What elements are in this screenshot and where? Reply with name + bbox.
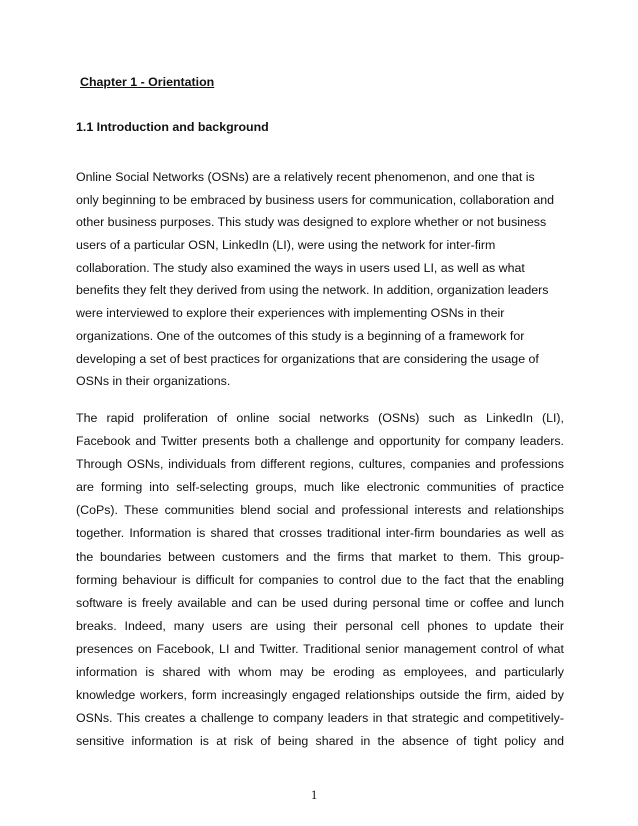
paragraph-line: software is freely available and can be used during personal time or coffee and lunch (76, 595, 564, 610)
paragraph-line: together. Information is shared that crosses traditional inter-firm boundaries as well as (76, 526, 564, 541)
paragraph-line: (CoPs). These communities blend social and professional interests and relationships (76, 503, 564, 518)
paragraph-line: benefits they felt they derived from using the network. In addition, organization leaders (76, 283, 549, 298)
paragraph-line: information is shared with whom may be eroding as employees, and particularly (76, 665, 564, 680)
paragraph-line: Through OSNs, individuals from different regions, cultures, companies and professions (76, 457, 564, 472)
paragraph-line: were interviewed to explore their experiences with implementing OSNs in their (76, 306, 505, 321)
paragraph-line: other business purposes. This study was designed to explore whether or not business (76, 215, 547, 230)
paragraph-line: OSNs. This creates a challenge to company leaders in that strategic and competitively- (76, 711, 564, 726)
paragraph-line: sensitive information is at risk of being shared in the absence of tight policy and (76, 734, 564, 749)
paragraph-line: collaboration. The study also examined the ways in users used LI, as well as what (76, 260, 525, 275)
section-title: 1.1 Introduction and background (76, 120, 269, 134)
paragraph-introduction (76, 166, 564, 393)
paragraph-line: are forming into self-selecting groups, much like electronic communities of practice (76, 480, 564, 495)
paragraph-line: forming behaviour is difficult for companies to control due to the fact that the enabling (76, 572, 564, 587)
chapter-title: Chapter 1 - Orientation (80, 75, 215, 89)
paragraph-line: developing a set of best practices for organizations that are considering the usage of (76, 351, 539, 366)
paragraph-proliferation (76, 407, 564, 753)
paragraph-line: Facebook and Twitter presents both a challenge and opportunity for company leaders. (76, 434, 564, 449)
page-number: 1 (311, 788, 318, 802)
paragraph-line: the boundaries between customers and the firms that market to them. This group- (76, 549, 564, 564)
paragraph-line: organizations. One of the outcomes of this study is a beginning of a framework for (76, 328, 525, 343)
paragraph-line: only beginning to be embraced by business users for communication, collaboration and (76, 192, 555, 207)
paragraph-line: The rapid proliferation of online social networks (OSNs) such as LinkedIn (LI), (76, 411, 564, 425)
paragraph-line: presences on Facebook, LI and Twitter. Traditional senior management control of what (76, 641, 564, 656)
paragraph-line: knowledge workers, form increasingly engaged relationships outside the firm, aided by (76, 688, 564, 703)
paragraph-line: users of a particular OSN, LinkedIn (LI), were using the network for inter-firm (76, 238, 496, 253)
paragraph-line: breaks. Indeed, many users are using their personal cell phones to update their (76, 618, 564, 633)
paragraph-line: OSNs in their organizations. (76, 374, 231, 389)
paragraph-line: Online Social Networks (OSNs) are a relatively recent phenomenon, and one that is (76, 170, 535, 184)
